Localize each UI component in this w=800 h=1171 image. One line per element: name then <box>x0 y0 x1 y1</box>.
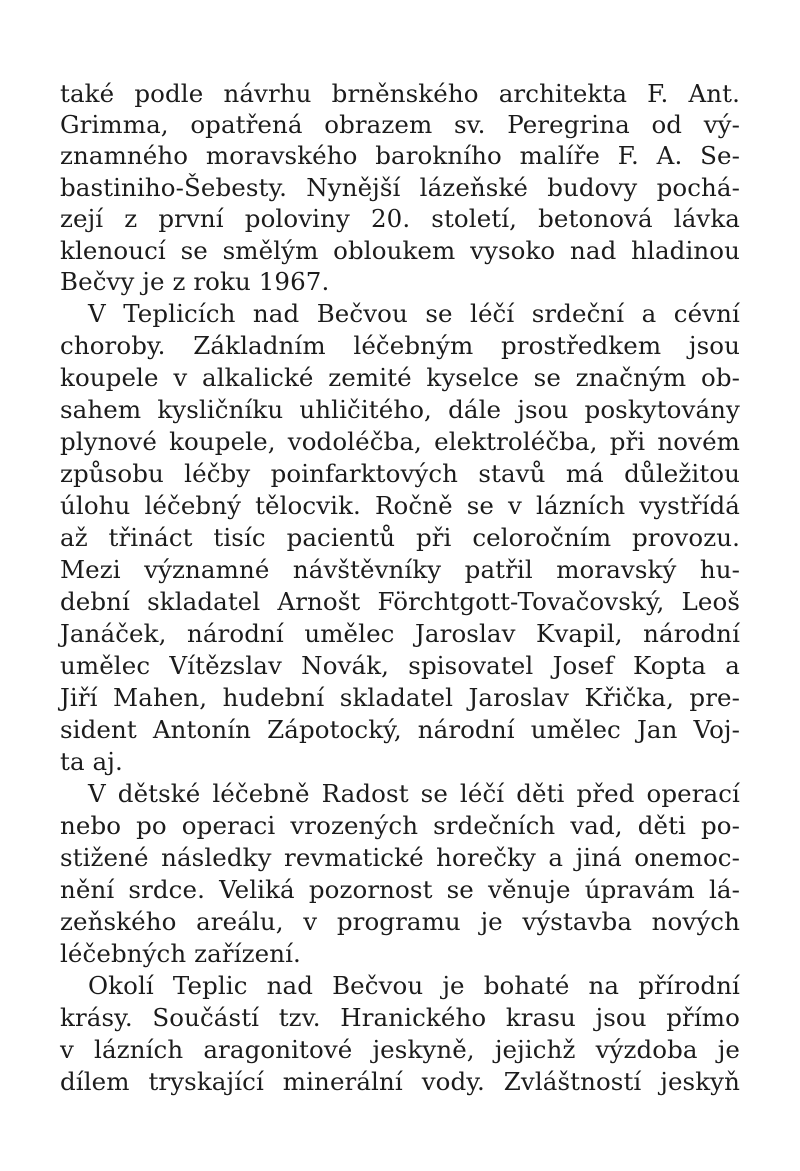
text-line: koupele v alkalické zemité kyselce se značným ob- <box>60 363 740 392</box>
text-line: také podle návrhu brněnského architekta F. Ant. <box>60 79 740 108</box>
text-line: Okolí Teplic nad Bečvou je bohaté na přírodní <box>88 971 740 1000</box>
text-line: choroby. Základním léčebným prostředkem jsou <box>60 331 740 360</box>
text-line: V Teplicích nad Bečvou se léčí srdeční a cévní <box>88 299 740 328</box>
text-line: zeňského areálu, v programu je výstavba nových <box>60 907 740 936</box>
text-line: zejí z první poloviny 20. století, betonová lávka <box>60 204 740 233</box>
text-line: Mezi významné návštěvníky patřil moravský hu- <box>60 555 740 584</box>
text-line: Grimma, opatřená obrazem sv. Peregrina od vý- <box>60 110 740 139</box>
text-line: sahem kysličníku uhličitého, dále jsou poskytovány <box>60 395 740 424</box>
text-line: úlohu léčebný tělocvik. Ročně se v lázních vystřídá <box>60 491 740 520</box>
text-line: až třináct tisíc pacientů při celoročním provozu. <box>60 523 740 552</box>
text-line: Jiří Mahen, hudební skladatel Jaroslav Křička, pre- <box>60 683 740 712</box>
text-line: bastiniho-Šebesty. Nynější lázeňské budovy pochá- <box>60 173 740 202</box>
text-line: V dětské léčebně Radost se léčí děti před operací <box>88 779 740 808</box>
text-line: nebo po operaci vrozených srdečních vad, děti po- <box>60 811 740 840</box>
text-line: léčebných zařízení. <box>60 939 301 968</box>
text-line: v lázních aragonitové jeskyně, jejichž výzdoba je <box>60 1035 740 1064</box>
text-line: dební skladatel Arnošt Förchtgott-Tovačovský, Leoš <box>60 587 740 616</box>
text-line: sident Antonín Zápotocký, národní umělec Jan Voj- <box>60 715 740 744</box>
text-line: Janáček, národní umělec Jaroslav Kvapil, národní <box>60 619 740 648</box>
text-line: krásy. Součástí tzv. Hranického krasu jsou přímo <box>60 1003 740 1032</box>
text-line: stižené následky revmatické horečky a jiná onemoc- <box>60 843 740 872</box>
text-line: plynové koupele, vodoléčba, elektroléčba, při novém <box>60 427 740 456</box>
text-line: umělec Vítězslav Novák, spisovatel Josef Kopta a <box>60 651 740 680</box>
text-line: způsobu léčby poinfarktových stavů má důležitou <box>60 459 740 488</box>
text-line: ta aj. <box>60 747 123 776</box>
text-line: nění srdce. Veliká pozornost se věnuje úpravám lá- <box>60 875 740 904</box>
text-line: znamného moravského barokního malíře F. A. Se- <box>60 141 740 170</box>
text-line: Bečvy je z roku 1967. <box>60 267 330 296</box>
text-line: dílem tryskající minerální vody. Zvláštností jeskyň <box>60 1067 740 1096</box>
text-line: klenoucí se smělým obloukem vysoko nad hladinou <box>60 236 740 265</box>
